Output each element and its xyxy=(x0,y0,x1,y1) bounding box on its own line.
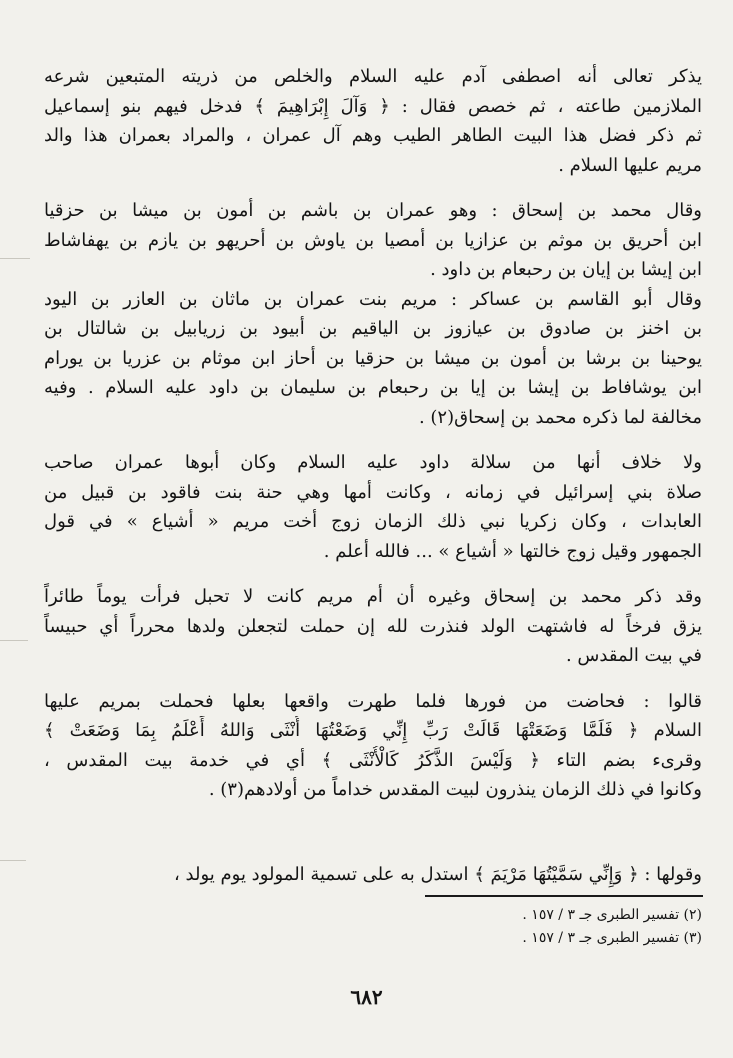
paragraph xyxy=(44,285,702,433)
text-line: وقد ذكر محمد بن إسحاق وغيره أن أم مريم كانت لا تحبل فرأت يوماً طائراً xyxy=(44,586,702,607)
text-line: وقولها : ﴿ وَإِنِّي سَمَّيْتُهَا مَرْيَمَ ﴾ استدل به على تسمية المولود يوم يولد ، xyxy=(174,864,702,885)
text-line: بن اخنز بن صادوق بن عيازوز بن الياقيم بن أبيود بن زريابيل بن شالتال بن xyxy=(44,318,702,339)
text-line: ولا خلاف أنها من سلالة داود عليه السلام وكان أبوها عمران صاحب xyxy=(44,452,702,473)
paragraph xyxy=(44,687,702,805)
text-line: في بيت المقدس . xyxy=(565,645,702,666)
paragraph xyxy=(44,582,702,671)
text-line: وكانوا في ذلك الزمان ينذرون لبيت المقدس خداماً من أولادهم(٣) . xyxy=(208,779,702,800)
text-line: وقرىء بضم التاء ﴿ وَلَيْسَ الذَّكَرُ كَالْأُنْثَى ﴾ أي في خدمة بيت المقدس ، xyxy=(44,749,702,771)
page-number: ٦٨٢ xyxy=(350,985,383,1009)
text-line: يوحينا بن برشا بن أمون بن ميشا بن حزقيا بن أحاز ابن موثام بن عزريا بن يورام xyxy=(44,347,702,369)
text-line: السلام ﴿ فَلَمَّا وَضَعَتْهَا قَالَتْ رَبِّ إِنِّي وَضَعْتُهَا أُنْثَى وَاللهُ أَعْلَمُ بِمَا وَضَعَتْ ﴾ xyxy=(44,720,702,741)
text-line: ابن إيشا بن إيان بن رحبعام بن داود . xyxy=(430,259,702,280)
footnote: (٣) تفسير الطبرى جـ ٣ / ١٥٧ . xyxy=(522,930,702,946)
text-line: يذكر تعالى أنه اصطفى آدم عليه السلام والخلص من ذريته المتبعين شرعه xyxy=(44,66,702,87)
scan-edge-mark xyxy=(0,640,28,641)
paragraph xyxy=(44,448,702,566)
text-line: الجمهور وقيل زوج خالتها « أشياع » ... فالله أعلم . xyxy=(323,540,702,562)
text-line: مريم عليها السلام . xyxy=(558,154,702,176)
text-line: يزق فرخاً له فاشتهت الولد فنذرت لله إن حملت لتجعلن ولدها محرراً أي حبيساً xyxy=(44,615,702,637)
page-body xyxy=(44,62,702,805)
footnotes xyxy=(44,904,702,950)
text-line: الملازمين طاعته ، ثم خصص فقال : ﴿ وَآلَ إِبْرَاهِيمَ ﴾ فدخل فيهم بنو إسماعيل xyxy=(44,95,702,117)
scan-edge-mark xyxy=(0,860,26,861)
continuation-paragraph xyxy=(44,860,702,890)
footnote: (٢) تفسير الطبرى جـ ٣ / ١٥٧ . xyxy=(522,907,702,923)
paragraph xyxy=(44,62,702,180)
text-line: ثم ذكر فضل هذا البيت الطاهر الطيب وهم آل عمران ، والمراد بعمران هذا والد xyxy=(44,125,702,146)
text-line: صلاة بني إسرائيل في زمانه ، وكانت أمها وهي حنة بنت فاقود بن قبيل من xyxy=(44,481,702,503)
text-line: ابن أحريق بن موثم بن عزازيا بن أمصيا بن ياوش بن أحريهو بن يازم بن يهفاشاط xyxy=(44,229,702,251)
scan-edge-mark xyxy=(0,258,30,259)
text-line: وقال محمد بن إسحاق : وهو عمران بن باشم بن أمون بن ميشا بن حزقيا xyxy=(44,200,702,221)
text-line: ابن يوشافاط بن إيشا بن إيا بن رحبعام بن سليمان بن داود عليه السلام . وفيه xyxy=(44,377,702,398)
text-line: قالوا : فحاضت من فورها فلما طهرت واقعها بعلها فحملت بمريم عليها xyxy=(44,690,702,712)
footnote-divider xyxy=(425,895,703,897)
paragraph xyxy=(44,196,702,285)
text-line: مخالفة لما ذكره محمد بن إسحاق(٢) . xyxy=(418,406,702,428)
text-line: العابدات ، وكان زكريا نبي ذلك الزمان زوج أخت مريم « أشياع » في قول xyxy=(44,511,702,532)
text-line: وقال أبو القاسم بن عساكر : مريم بنت عمران بن ماثان بن العازر بن اليود xyxy=(44,288,702,310)
